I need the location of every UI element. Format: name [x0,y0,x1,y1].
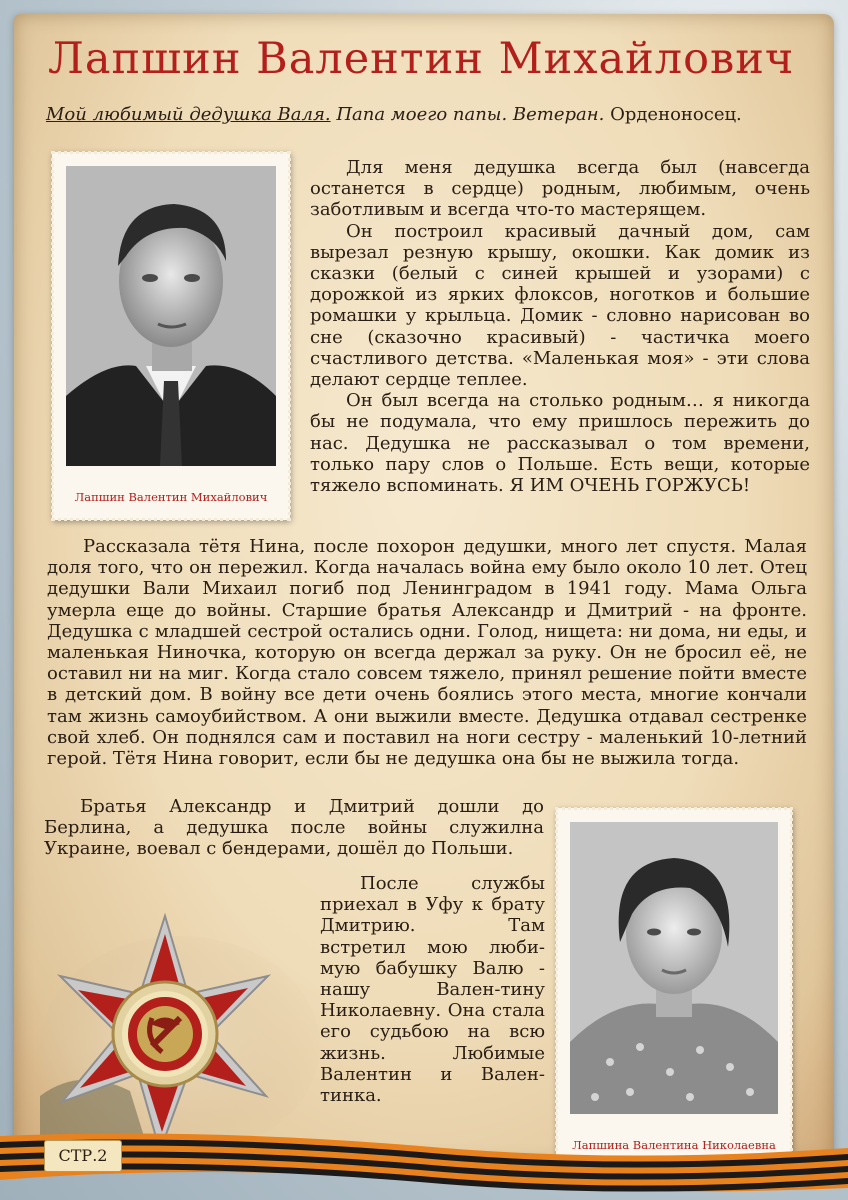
brothers-text-block [44,796,544,860]
intro-paragraph-2: Он построил красивый дачный дом, сам вырезал резную крышу, окошки. Как домик из сказки (белый с синей крышей и узорами) с дорожкой из ярких флоксов, ноготков и большие ромашки у крыльца. Домик - словно нарисован во сне (сказочно красивый) - частичка моего счастливого детства. «Маленькая моя» - эти слова делают сердце теплее. [310,220,810,391]
grandmother-photo-frame [556,808,792,1168]
grandfather-photo [66,166,276,466]
grandmother-photo [570,822,778,1114]
intro-paragraph-1: Для меня дедушка всегда был (навсегда останется в сердце) родным, любимым, очень заботливым и всегда что-то мастерящем. [310,157,810,221]
story-paragraph: Рассказала тётя Нина, после похорон дедушки, много лет спустя. Малая доля того, что он пережил. Когда началась война ему было около 10 лет. Отец дедушки Вали Михаил погиб под Ленинградом в 1941 году. Мама Ольга умерла еще до войны. Старшие братья Александр и Дмитрий - на фронте. Дедушка с младшей сестрой остались одни. Голод, нищета: ни дома, ни еды, и маленькая Ниночка, которую он всегда держал за руку. Он не бросил её, не оставил ни на миг. Когда стало совсем тяжело, принял решение пойти вместе в детский дом. В войну все дети очень боялись этого места, многие кончали там жизнь самоубийством. А они выжили вместе. Дедушка отдавал сестренке свой хлеб. Он поднялся сам и поставил на ноги сестру - маленький 10-летний герой. Тётя Нина говорит, если бы не дедушка она бы не выжила тогда. [47,536,807,770]
subtitle-plain: Орденоносец. [610,104,742,125]
page-number-badge: СТР.2 [44,1140,122,1172]
subtitle-underlined: Мой любимый дедушка Валя. [46,104,331,125]
order-medal-icon [40,906,330,1156]
intro-text-block [310,157,810,496]
subtitle [46,104,806,125]
subtitle-italic: Папа моего папы. Ветеран. [336,104,605,125]
story-text-block [47,536,807,769]
after-service-text-block [320,873,545,1106]
grandfather-portrait-icon [66,166,276,466]
grandfather-photo-caption: Лапшин Валентин Михайлович [74,490,268,504]
after-service-paragraph: После службы приехал в Уфу к брату Дмитрию. Там встретил мою люби-мую бабушку Валю - нашу Вален-тину Николаевну. Она стала его судьбою на всю жизнь. Любимые Валентин и Вален-тинка. [320,873,545,1107]
intro-paragraph-3: Он был всегда на столько родным… я никогда бы не подумала, что ему пришлось пережить до нас. Дедушка не рассказывал о том времени, только пару слов о Польше. Есть вещи, которые тяжело вспоминать. Я ИМ ОЧЕНЬ ГОРЖУСЬ! [310,390,810,497]
brothers-paragraph: Братья Александр и Дмитрий дошли до Берлина, а дедушка после войны служилна Украине, воевал с бендерами, дошёл до Польши. [44,796,544,860]
page-title: Лапшин Валентин Михайлович [48,34,795,84]
st-george-ribbon [0,1128,848,1192]
grandfather-photo-frame [52,152,290,520]
grandmother-photo-caption: Лапшина Валентина Николаевна [572,1138,776,1152]
grandmother-portrait-icon [570,822,778,1114]
